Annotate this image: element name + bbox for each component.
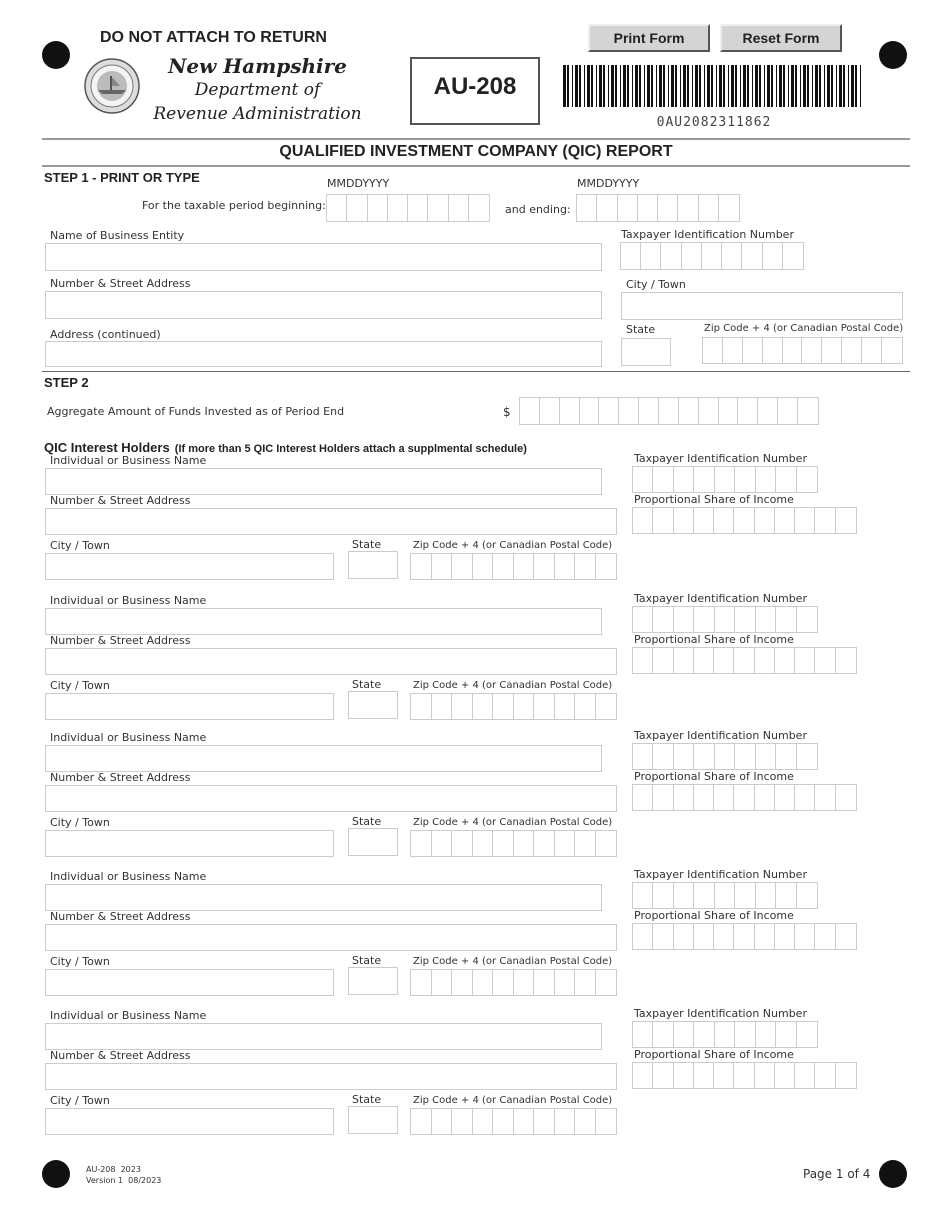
holder-state-input[interactable] [348,1106,398,1134]
holder-city-input[interactable] [45,693,334,720]
holder-state-input[interactable] [348,967,398,995]
barcode-bar [587,65,590,107]
barcode-bar [711,65,713,107]
tin-label: Taxpayer Identification Number [621,228,794,241]
step2-heading: STEP 2 [44,375,89,390]
holder-zip-input[interactable] [410,830,617,857]
period-end-input[interactable] [576,194,740,222]
registration-mark [879,1160,907,1188]
holder-state-label: State [352,815,382,828]
barcode-bar [704,65,705,107]
barcode-bar [584,65,585,107]
holder-state-label: State [352,678,382,691]
holder-city-input[interactable] [45,553,334,580]
holder-city-label: City / Town [50,1094,110,1107]
barcode-bar [755,65,758,107]
street-address-input[interactable] [45,291,602,319]
barcode-bar [800,65,801,107]
barcode-bar [779,65,782,107]
barcode-bar [675,65,677,107]
barcode-bar [627,65,629,107]
barcode-bar [728,65,729,107]
barcode-bar [635,65,638,107]
holder-name-label: Individual or Business Name [50,870,207,883]
holder-street-label: Number & Street Address [50,910,191,923]
barcode-bar [851,65,854,107]
barcode-bar [680,65,681,107]
barcode-bar [647,65,650,107]
barcode-bar [651,65,653,107]
barcode-bar [759,65,761,107]
holder-zip-label: Zip Code + 4 (or Canadian Postal Code) [413,1095,613,1106]
holder-state-label: State [352,1093,382,1106]
barcode-bar [572,65,573,107]
holder-name-label: Individual or Business Name [50,454,207,467]
address-continued-input[interactable] [45,341,602,367]
barcode-bar [815,65,818,107]
barcode-bar [603,65,605,107]
holder-tin-input[interactable] [632,1021,818,1048]
barcode-bar [644,65,645,107]
holder-street-label: Number & Street Address [50,494,191,507]
barcode-bar [788,65,789,107]
state-seal-icon [84,58,140,114]
divider [42,165,910,167]
holder-tin-label: Taxpayer Identification Number [634,452,807,465]
barcode-bar [611,65,614,107]
holder-name-input[interactable] [45,468,602,495]
barcode-bar [855,65,857,107]
street-address-label: Number & Street Address [50,277,191,290]
holder-zip-input[interactable] [410,969,617,996]
barcode-bar [632,65,633,107]
holder-share-input[interactable] [632,647,857,674]
barcode-number: 0AU2082311862 [656,115,772,130]
divider [42,371,910,372]
barcode-bar [848,65,849,107]
holder-name-label: Individual or Business Name [50,1009,207,1022]
barcode-bar [740,65,741,107]
holder-state-input[interactable] [348,828,398,856]
divider [42,138,910,140]
form-title: QUALIFIED INVESTMENT COMPANY (QIC) REPORT [279,143,673,160]
barcode-bar [615,65,617,107]
department-line-1: Department of [194,80,321,100]
barcode-bar [819,65,821,107]
holder-share-label: Proportional Share of Income [634,909,794,922]
barcode-bar [591,65,593,107]
form-number: AU-208 [433,73,517,100]
barcode-bar [731,65,734,107]
barcode-bar [795,65,797,107]
barcode-bar [687,65,689,107]
barcode-bar [747,65,749,107]
holder-street-input[interactable] [45,648,617,675]
barcode-bar [839,65,842,107]
barcode-bar [623,65,626,107]
barcode-bar [663,65,665,107]
registration-mark [879,41,907,69]
reset-form-button[interactable]: Reset Form [720,24,842,52]
barcode-bar [791,65,794,107]
barcode-bar [656,65,657,107]
barcode-bar [575,65,578,107]
barcode-bar [716,65,717,107]
business-name-input[interactable] [45,243,602,271]
holder-share-label: Proportional Share of Income [634,493,794,506]
barcode-bar [596,65,597,107]
barcode [563,65,865,107]
holder-name-input[interactable] [45,884,602,911]
barcode-bar [783,65,785,107]
barcode-bar [764,65,765,107]
holder-zip-label: Zip Code + 4 (or Canadian Postal Code) [413,540,613,551]
do-not-attach-notice: DO NOT ATTACH TO RETURN [100,29,327,46]
business-name-label: Name of Business Entity [50,229,185,242]
registration-mark [42,41,70,69]
holder-street-label: Number & Street Address [50,771,191,784]
holder-tin-input[interactable] [632,743,818,770]
holder-city-label: City / Town [50,679,110,692]
barcode-bar [668,65,669,107]
aggregate-amount-input[interactable] [519,397,819,425]
holder-zip-input[interactable] [410,553,617,580]
holder-name-label: Individual or Business Name [50,594,207,607]
holder-name-label: Individual or Business Name [50,731,207,744]
address-continued-label: Address (continued) [50,328,161,341]
holder-street-input[interactable] [45,1063,617,1090]
holder-city-input[interactable] [45,969,334,996]
holder-tin-label: Taxpayer Identification Number [634,729,807,742]
holder-tin-input[interactable] [632,466,818,493]
barcode-bar [860,65,861,107]
barcode-bar [699,65,701,107]
period-end-label: and ending: [505,203,571,216]
holder-name-input[interactable] [45,608,602,635]
city-label: City / Town [626,278,686,291]
holder-street-label: Number & Street Address [50,634,191,647]
barcode-bar [831,65,833,107]
period-begin-label: For the taxable period beginning: [142,199,326,212]
holder-tin-input[interactable] [632,882,818,909]
step1-heading: STEP 1 - PRINT OR TYPE [44,170,200,185]
state-name: New Hampshire [168,54,347,78]
barcode-bar [735,65,737,107]
date-format-hint: MMDDYYYY [577,177,640,190]
holder-share-input[interactable] [632,1062,857,1089]
barcode-bar [843,65,845,107]
holder-city-input[interactable] [45,1108,334,1135]
holder-zip-label: Zip Code + 4 (or Canadian Postal Code) [413,956,613,967]
currency-symbol: $ [503,405,511,419]
barcode-bar [767,65,770,107]
print-form-button[interactable]: Print Form [588,24,710,52]
holder-city-label: City / Town [50,539,110,552]
holder-city-label: City / Town [50,816,110,829]
date-format-hint: MMDDYYYY [327,177,390,190]
holder-state-input[interactable] [348,691,398,719]
barcode-bar [827,65,830,107]
department-line-2: Revenue Administration [153,104,362,124]
barcode-bar [812,65,813,107]
zip-label: Zip Code + 4 (or Canadian Postal Code) [704,323,904,334]
barcode-bar [683,65,686,107]
holder-street-input[interactable] [45,508,617,535]
holder-street-input[interactable] [45,785,617,812]
barcode-bar [563,65,566,107]
holder-name-input[interactable] [45,1023,602,1050]
registration-mark [42,1160,70,1188]
holder-share-label: Proportional Share of Income [634,1048,794,1061]
holder-share-label: Proportional Share of Income [634,770,794,783]
holders-heading-title: QIC Interest Holders [44,440,170,455]
barcode-bar [719,65,722,107]
period-begin-input[interactable] [326,194,490,222]
aggregate-amount-label: Aggregate Amount of Funds Invested as of Period End [47,405,345,418]
holder-tin-label: Taxpayer Identification Number [634,868,807,881]
holder-share-label: Proportional Share of Income [634,633,794,646]
holder-zip-input[interactable] [410,1108,617,1135]
holder-tin-input[interactable] [632,606,818,633]
barcode-bar [807,65,809,107]
barcode-bar [671,65,674,107]
barcode-bar [659,65,662,107]
footer-form-year: AU-208 2023 [86,1165,141,1174]
barcode-bar [824,65,825,107]
holder-street-label: Number & Street Address [50,1049,191,1062]
tin-input[interactable] [620,242,804,270]
holders-heading-note: (If more than 5 QIC Interest Holders attach a supplmental schedule) [174,443,527,455]
holder-city-input[interactable] [45,830,334,857]
footer-version: Version 1 08/2023 [86,1176,162,1185]
barcode-bar [695,65,698,107]
city-input[interactable] [621,292,903,320]
holder-tin-label: Taxpayer Identification Number [634,1007,807,1020]
barcode-bar [723,65,725,107]
barcode-bar [579,65,581,107]
page-number: Page 1 of 4 [803,1167,871,1181]
holder-share-input[interactable] [632,923,857,950]
zip-input[interactable] [702,337,903,364]
holder-state-label: State [352,538,382,551]
holder-zip-label: Zip Code + 4 (or Canadian Postal Code) [413,817,613,828]
holder-share-input[interactable] [632,507,857,534]
state-input[interactable] [621,338,671,366]
barcode-bar [743,65,746,107]
barcode-bar [620,65,621,107]
barcode-bar [803,65,806,107]
barcode-bar [752,65,753,107]
holder-tin-label: Taxpayer Identification Number [634,592,807,605]
state-label: State [626,323,656,336]
barcode-bar [707,65,710,107]
barcode-bar [771,65,773,107]
barcode-bar [836,65,837,107]
holder-state-label: State [352,954,382,967]
holder-zip-input[interactable] [410,693,617,720]
holder-name-input[interactable] [45,745,602,772]
holder-city-label: City / Town [50,955,110,968]
barcode-bar [639,65,641,107]
holder-zip-label: Zip Code + 4 (or Canadian Postal Code) [413,680,613,691]
holder-state-input[interactable] [348,551,398,579]
barcode-bar [776,65,777,107]
barcode-bar [608,65,609,107]
holder-share-input[interactable] [632,784,857,811]
barcode-bar [692,65,693,107]
barcode-bar [567,65,569,107]
barcode-bar [599,65,602,107]
holder-street-input[interactable] [45,924,617,951]
